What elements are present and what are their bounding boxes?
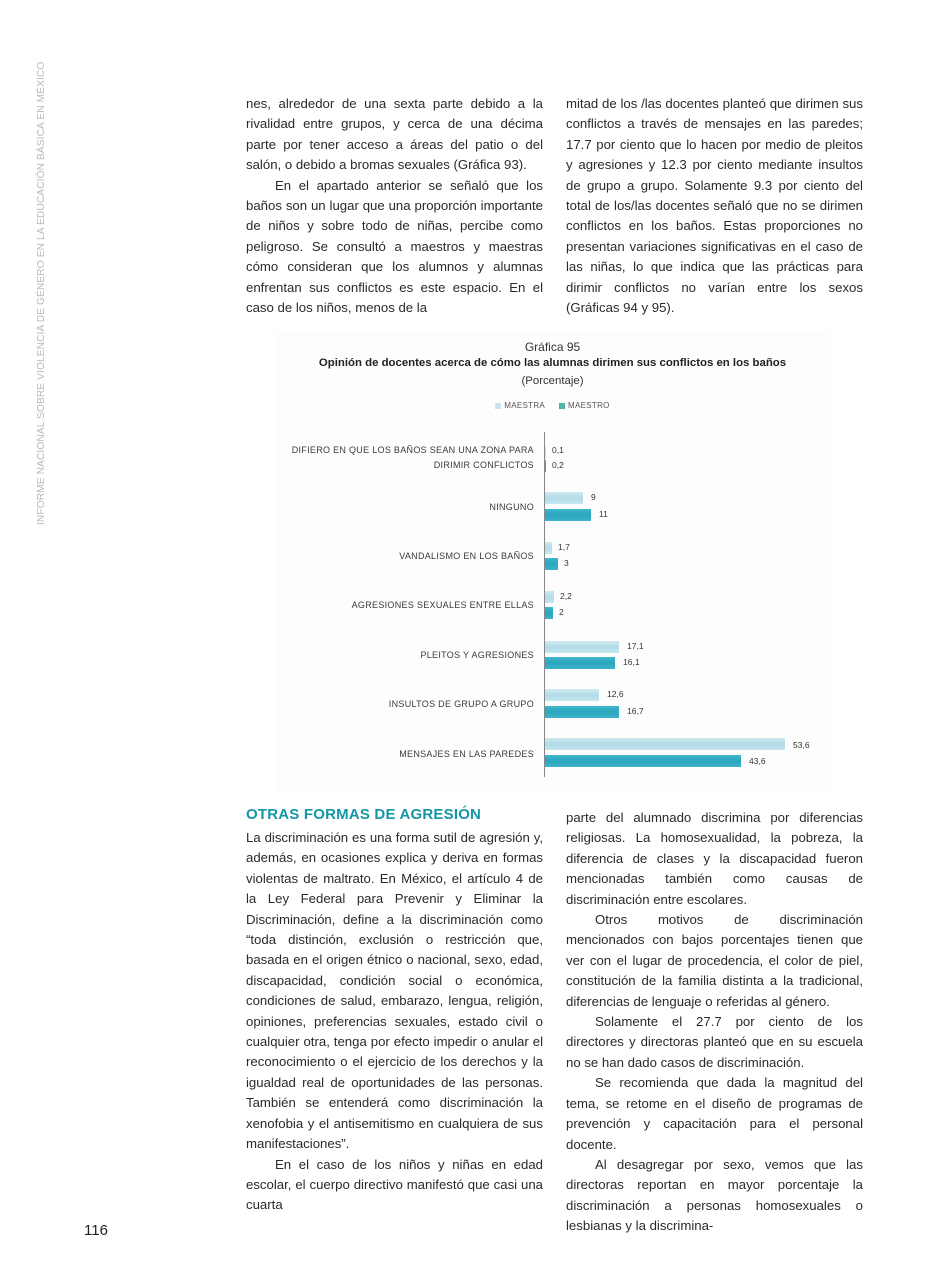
bar-maestra [545,689,599,701]
paragraph: En el apartado anterior se señaló que los baños son un lugar que una proporción importante de niños y sobre todo de niñas, percibe como peligroso. Se consultó a maestros y maestras cómo consideran que los alumnos y alumnas enfrentan sus conflictos es este espacio. En el caso de los niños, menos de la [246,177,543,316]
category-label-line: PLEITOS Y AGRESIONES [420,650,534,660]
category-label-line: VANDALISMO EN LOS BAÑOS [399,551,534,561]
value-label: 53,6 [793,740,810,750]
value-label: 43,6 [749,756,766,766]
value-label: 16,1 [623,657,640,667]
value-label: 3 [564,558,569,568]
chart-grafica-95 [275,332,830,792]
category-label-line: DIFIERO EN QUE LOS BAÑOS SEAN UNA ZONA PARA [291,445,534,455]
running-header-vertical [36,61,50,525]
paragraph: En el caso de los niños y niñas en edad escolar, el cuerpo directivo manifestó que casi una cuarta [246,1156,543,1213]
bar-maestra [545,641,619,653]
paragraph: Al desagregar por sexo, vemos que las directoras reportan en mayor porcentaje la discriminación a personas homosexuales o lesbianas y la discrimina- [566,1156,863,1234]
paragraph: Otros motivos de discriminación mencionados con bajos porcentajes tienen que ver con el lugar de procedencia, el color de piel, constitución de la familia distinta a la tradicional, diferencias de lenguaje o referidas al género. [566,912,863,1009]
value-label: 2,2 [560,591,572,601]
bar-maestra [545,591,554,603]
category-label [254,598,534,613]
bar-maestro [545,755,741,767]
page-number: 116 [84,1222,108,1239]
text-column-top-right [566,94,863,318]
chart-title: Opinión de docentes acerca de cómo las alumnas dirimen sus conflictos en los baños [318,357,787,369]
paragraph: parte del alumnado discrimina por diferencias religiosas. La homosexualidad, la pobreza, la diferencia de clases y la discapacidad fueron mencionadas también como causas de discriminación entre escolares. [566,810,863,907]
value-label: 1,7 [558,542,570,552]
chart-legend [275,401,830,410]
category-label-line: DIRIMIR CONFLICTOS [433,460,534,470]
bar-maestra [545,542,552,554]
running-header-text: INFORME NACIONAL SOBRE VIOLENCIA DE GÉNERO EN LA EDUCACIÓN BÁSICA EN MÉXICO [36,61,47,525]
value-label: 0,2 [552,460,564,470]
text-column-bottom-left [246,828,543,1216]
bar-maestro [545,607,553,619]
bar-maestra [545,492,583,504]
paragraph: Solamente el 27.7 por ciento de los directores y directoras planteó que en su escuela no se han dado casos de discriminación. [566,1014,863,1070]
legend-swatch-icon [495,403,501,409]
bar-maestro [545,509,591,521]
value-label: 2 [559,607,564,617]
category-label [254,500,534,515]
value-label: 0,1 [552,445,564,455]
legend-item-maestra [495,401,545,410]
legend-item-maestro [559,401,610,410]
legend-label: MAESTRA [504,401,546,410]
paragraph: mitad de los /las docentes planteó que dirimen sus conflictos a través de mensajes en las paredes; 17.7 por ciento que lo hacen por medio de pleitos y agresiones y 12.3 por ciento mediante insultos de grupo a grupo. Solamente 9.3 por ciento del total de los/las docentes señaló que no se dirimen conflictos en los baños. Estas proporciones no presentan variaciones significativas en el caso de las niñas, lo que indica que las prácticas para dirimir conflictos no varían entre los sexos (Gráficas 94 y 95). [566,96,863,316]
category-label-line: INSULTOS DE GRUPO A GRUPO [388,699,534,709]
paragraph: Se recomienda que dada la magnitud del tema, se retome en el diseño de programas de prevención y capacitación para el personal docente. [566,1075,863,1152]
text-column-bottom-right [566,808,863,1237]
legend-swatch-icon [559,403,565,409]
chart-axis [544,432,545,777]
value-label: 17,1 [627,641,644,651]
category-label [254,648,534,663]
bar-maestro [545,706,619,718]
value-label: 11 [599,509,608,519]
bar-maestro [545,558,558,570]
value-label: 12,6 [607,689,624,699]
bar-maestra [545,738,785,750]
text-column-top-left [246,94,543,318]
category-label [254,747,534,762]
bar-maestro [545,657,615,669]
paragraph: nes, alrededor de una sexta parte debido a la rivalidad entre grupos, y cerca de una décima parte por tener acceso a áreas del patio o del salón, o debido a bromas sexuales (Gráfica 93). [246,96,543,173]
category-label [254,697,534,712]
paragraph: La discriminación es una forma sutil de agresión y, además, en ocasiones explica y deriva en formas violentas de maltrato. En México, el artículo 4 de la Ley Federal para Prevenir y Eliminar la Discriminación, define a la discriminación como “toda distinción, exclusión o restricción que, basada en el origen étnico o nacional, sexo, edad, discapacidad, condición social o económica, condiciones de salud, embarazo, lengua, religión, opiniones, preferencias sexuales, estado civil o cualquier otra, tenga por efecto impedir o anular el reconocimiento o el ejercicio de los derechos y la igualdad real de oportunidades de las personas. También se entenderá como discriminación la xenofobia y el antisemitismo en cualquiera de sus manifestaciones”. [246,830,543,1152]
category-label-line: MENSAJES EN LAS PAREDES [399,749,534,759]
category-label [254,443,534,473]
chart-label: Gráfica 95 [524,340,581,354]
value-label: 9 [591,492,596,502]
value-label: 16,7 [627,706,644,716]
legend-label: MAESTRO [568,401,610,410]
category-label-line: AGRESIONES SEXUALES ENTRE ELLAS [351,600,534,610]
bar-maestra [545,446,546,458]
chart-subtitle: (Porcentaje) [521,375,584,387]
category-label [254,549,534,564]
category-label-line: NINGUNO [489,502,534,512]
section-heading: OTRAS FORMAS DE AGRESIÓN [246,806,482,823]
bar-maestro [545,460,546,472]
